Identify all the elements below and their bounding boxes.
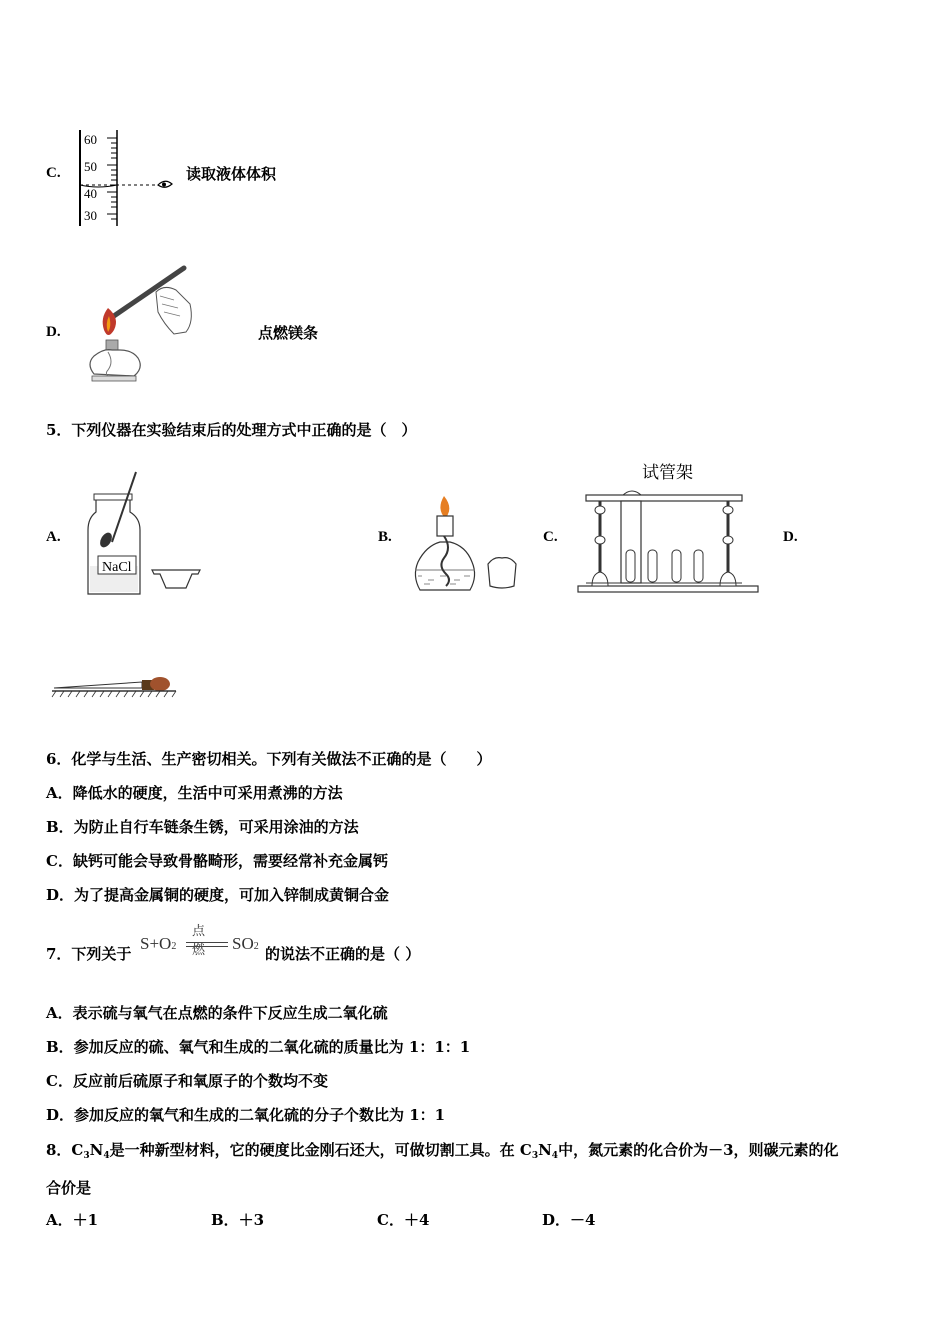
- eye-icon: [158, 181, 172, 187]
- dropper-on-table-figure: [50, 672, 180, 702]
- q8-line-1: [46, 1140, 839, 1166]
- q8-text-a: 8．C: [46, 1141, 84, 1159]
- q8-n-a: N: [89, 1141, 104, 1159]
- q8-n-b: N: [538, 1141, 552, 1159]
- q5-option-b-letter: B.: [378, 529, 392, 545]
- q7-stem-suffix: 的说法不正确的是（ ）: [265, 945, 421, 963]
- equation-left: S+O2: [140, 934, 177, 953]
- q6-option-b: B．为防止自行车链条生锈，可采用涂油的方法: [46, 818, 359, 836]
- q8-option-b: B．＋3: [211, 1211, 265, 1229]
- q8-text-c: 中，氮元素的化合价为－3，则碳元素的化: [558, 1141, 839, 1159]
- q8-option-c: C．＋4: [377, 1211, 430, 1229]
- q8-sub-3a: 3: [83, 1151, 90, 1161]
- q7-option-b: B．参加反应的硫、氧气和生成的二氧化硫的质量比为 1：1：1: [46, 1038, 471, 1056]
- q8-line-2: 合价是: [46, 1179, 92, 1197]
- q8-sub-4b: 4: [551, 1151, 559, 1161]
- q8-sub-3b: 3: [531, 1151, 539, 1161]
- q8-sub-4a: 4: [103, 1151, 110, 1161]
- q5-stem: 5．下列仪器在实验结束后的处理方式中正确的是（ ）: [46, 421, 417, 439]
- q6-option-a: A．降低水的硬度，生活中可采用煮沸的方法: [46, 784, 343, 802]
- scale-tick-30: 30: [84, 208, 97, 223]
- option-d-letter: D.: [46, 324, 61, 340]
- q5-option-a-letter: A.: [46, 529, 61, 545]
- q7-option-a: A．表示硫与氧气在点燃的条件下反应生成二氧化硫: [46, 1004, 388, 1022]
- q7-stem-prefix: 7．下列关于: [46, 945, 132, 963]
- option-c-caption: 读取液体体积: [186, 165, 277, 183]
- option-d-caption: 点燃镁条: [258, 324, 319, 342]
- q8-option-d: D．－4: [542, 1211, 596, 1229]
- scale-tick-40: 40: [84, 186, 97, 201]
- q7-option-c: C．反应前后硫原子和氧原子的个数均不变: [46, 1072, 328, 1090]
- equation-condition: 点燃: [192, 923, 206, 957]
- cylinder-reading-figure: [70, 128, 180, 228]
- scale-tick-60: 60: [84, 132, 97, 147]
- q5-option-d-letter: D.: [783, 529, 798, 545]
- q6-stem: 6．化学与生活、生产密切相关。下列有关做法不正确的是（ ）: [46, 750, 492, 768]
- q6-option-d: D．为了提高金属铜的硬度，可加入锌制成黄铜合金: [46, 886, 390, 904]
- equation-equals-top: [186, 942, 228, 943]
- rack-label: 试管架: [642, 463, 693, 482]
- nacl-label: NaCl: [102, 560, 132, 575]
- q5-option-c-letter: C.: [543, 529, 558, 545]
- scale-tick-50: 50: [84, 159, 97, 174]
- q7-option-d: D．参加反应的氧气和生成的二氧化硫的分子个数比为 1：1: [46, 1106, 446, 1124]
- equation-equals-bottom: [186, 946, 228, 947]
- lighting-magnesium-figure: [80, 262, 200, 390]
- option-c-letter: C.: [46, 165, 61, 181]
- q6-option-c: C．缺钙可能会导致骨骼畸形，需要经常补充金属钙: [46, 852, 388, 870]
- alcohol-lamp-figure: [410, 492, 526, 594]
- test-tube-rack-figure: [574, 458, 764, 598]
- q8-text-b: 是一种新型材料，它的硬度比金刚石还大，可做切割工具。在 C: [109, 1141, 532, 1159]
- q8-option-a: A．＋1: [46, 1211, 99, 1229]
- nacl-bottle-figure: [82, 470, 202, 598]
- equation-right: SO2: [232, 934, 259, 953]
